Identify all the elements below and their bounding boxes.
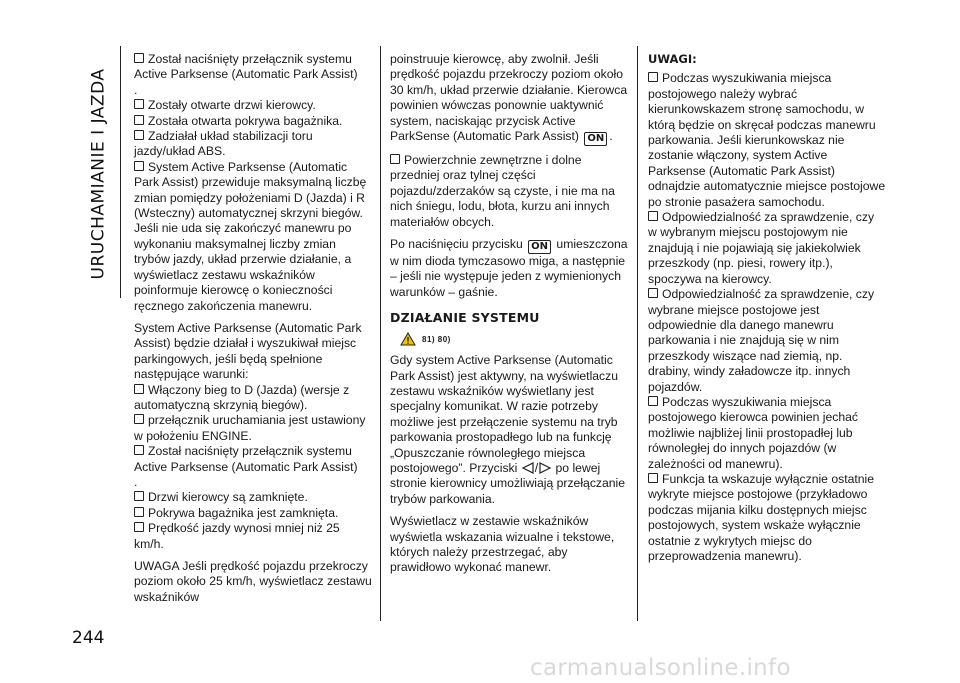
checkbox-icon <box>134 491 144 501</box>
paragraph <box>390 237 628 300</box>
checkbox-icon <box>648 72 658 82</box>
arrow-right-icon <box>538 461 552 475</box>
list-item-text: Odpowiedzialność za sprawdzenie, czy wybrane miejsce postojowe jest odpowiednie dla danego manewru parkowania i nie znajdują się w nim przeszkody wiszące nad ziemią, np. drabiny, windy załadowcze itp. innych pojazdów. <box>648 287 875 394</box>
paragraph-text: . <box>609 129 613 144</box>
notes-heading: UWAGI: <box>648 52 697 66</box>
paragraph: System Active Parksense (Automatic Park Assist) będzie działał i wyszukiwał miejsc parkingowych, jeśli będą spełnione następujące warunki: <box>134 320 362 382</box>
list-item <box>134 98 372 113</box>
list-item <box>134 506 372 521</box>
column-divider-1 <box>380 46 381 621</box>
list-item-text: Powierzchnie zewnętrzne i dolne przedniej oraz tylnej części pojazdu/zderzaków są czyste, i nie ma na nich śniegu, lodu, błota, kurzu ani innych materiałów obcych. <box>390 153 615 229</box>
page-number: 244 <box>72 628 105 648</box>
paragraph-text: umieszczona w nim dioda tymczasowo miga, a następnie – jeśli nie występuje jeden z wymienionych warunków – gaśnie. <box>390 237 628 299</box>
list-item <box>134 160 372 314</box>
checkbox-icon <box>134 384 144 394</box>
list-item-text: Został naciśnięty przełącznik systemu Active Parksense (Automatic Park Assist) <box>134 52 358 82</box>
paragraph-text: poinstruuje kierowcę, aby zwolnił. Jeśli prędkość pojazdu przekroczy poziom około 30 km/h, układ przerwie działanie. Kierowca powinien wówczas ponownie uaktywnić system, naciskając przycisk Active ParkSense (Automatic Park Assist) <box>390 52 628 144</box>
list-item <box>648 71 886 210</box>
paragraph-text: Po naciśnięciu przycisku <box>390 237 523 252</box>
list-item <box>134 413 372 444</box>
list-item <box>134 490 372 505</box>
paragraph-text: / <box>534 460 539 475</box>
paragraph-text: po lewej stronie kierownicy umożliwiają przełączanie trybów parkowania. <box>390 460 626 506</box>
paragraph-text: Gdy system Active Parksense (Automatic Park Assist) jest aktywny, na wyświetlaczu zestawu wskaźników wyświetlany jest specjalny komunikat. W razie potrzeby możliwe jest przełączenie systemu na tryb parkowania prostopadłego lub na funkcję „Opuszczanie równoległego miejsca postojowego”. Przyciski <box>390 353 619 475</box>
column-divider-2 <box>637 46 638 621</box>
checkbox-icon <box>134 507 144 517</box>
chapter-title-text: URUCHAMIANIE I JAZDA <box>88 68 108 280</box>
checkbox-icon <box>134 115 144 125</box>
checkbox-icon <box>134 130 144 140</box>
warning-references <box>400 332 628 347</box>
list-item <box>390 153 628 230</box>
list-item <box>134 444 372 490</box>
warning-ref-numbers: 81) 80) <box>422 334 451 344</box>
paragraph <box>390 353 628 507</box>
list-item-text: . <box>134 82 138 97</box>
parksense-button-icon: ON <box>584 132 607 146</box>
checkbox-icon <box>134 445 144 455</box>
checkbox-icon <box>134 99 144 109</box>
list-item-text: Została otwarta pokrywa bagażnika. <box>148 113 343 128</box>
paragraph: Wyświetlacz w zestawie wskaźników wyświetla wskazania wizualne i tekstowe, których należy przestrzegać, aby prawidłowo wykonać manewr. <box>390 514 615 575</box>
column-1 <box>134 52 372 605</box>
list-item <box>134 129 372 160</box>
list-item-text: Zostały otwarte drzwi kierowcy. <box>148 98 316 113</box>
checkbox-icon <box>648 396 658 406</box>
column-2 <box>390 52 628 576</box>
list-item <box>134 114 372 129</box>
list-item <box>134 383 372 414</box>
checkbox-icon <box>134 53 144 63</box>
checkbox-icon <box>648 473 658 483</box>
checkbox-icon <box>390 154 400 164</box>
note-paragraph: UWAGA Jeśli prędkość pojazdu przekroczy poziom około 25 km/h, wyświetlacz zestawu wskaźników <box>134 559 372 604</box>
checkbox-icon <box>648 211 658 221</box>
checkbox-icon <box>648 288 658 298</box>
list-item-text: przełącznik uruchamiania jest ustawiony w położeniu ENGINE. <box>134 413 366 443</box>
list-item <box>648 395 886 472</box>
list-item-text: Prędkość jazdy wynosi mniej niż 25 km/h. <box>134 521 340 551</box>
list-item-text: Odpowiedzialność za sprawdzenie, czy w wybranym miejscu postojowym nie znajdują i nie pojawiają się jakiekolwiek przeszkody (np. piesi, rowery itp.), spoczywa na kierowcy. <box>648 210 875 286</box>
checkbox-icon <box>134 522 144 532</box>
chapter-divider <box>120 46 121 298</box>
watermark: carmanualsonline.info <box>530 655 791 681</box>
arrow-left-icon <box>521 461 535 475</box>
checkbox-icon <box>134 414 144 424</box>
warning-triangle-icon <box>400 332 416 346</box>
list-item-text: Podczas wyszukiwania miejsca postojowego należy wybrać kierunkowskazem stronę samochodu, w którą będzie on skręcał podczas manewru parkowania. Jeśli kierunkowskaz nie zostanie włączony, system Active Parksense (Automatic Park Assist) odnajdzie automatycznie miejsce postojowe po stronie pasażera samochodu. <box>648 71 886 209</box>
list-item <box>648 210 886 287</box>
list-item-text: Zadziałał układ stabilizacji toru jazdy/układ ABS. <box>134 129 313 159</box>
list-item-text: Drzwi kierowcy są zamknięte. <box>148 490 308 505</box>
list-item-text: Funkcja ta wskazuje wyłącznie ostatnie wykryte miejsce postojowe (przykładowo podczas mijania kilku dostępnych miejsc postojowych, system wskaże wyłącznie ostatnie z wykrytych miejsc do przeprowadzenia manewru). <box>648 471 875 563</box>
list-item-text: Został naciśnięty przełącznik systemu Active Parksense (Automatic Park Assist) <box>134 444 358 474</box>
list-item-text: . <box>134 474 138 489</box>
column-3 <box>648 52 886 564</box>
list-item-text: Pokrywa bagażnika jest zamknięta. <box>148 505 339 520</box>
section-heading: DZIAŁANIE SYSTEMU <box>390 310 540 326</box>
list-item <box>648 287 886 395</box>
list-item <box>134 521 372 552</box>
paragraph <box>390 52 628 146</box>
chapter-title <box>84 48 112 300</box>
list-item <box>648 472 886 564</box>
list-item <box>134 52 372 98</box>
parksense-button-icon: ON <box>528 240 551 254</box>
list-item-text: Podczas wyszukiwania miejsca postojowego kierowca powinien jechać możliwie najbliżej linii prostopadłej lub równoległej do innych pojazdów (w zależności od manewru). <box>648 394 859 471</box>
checkbox-icon <box>134 161 144 171</box>
list-item-text: Włączony bieg to D (Jazda) (wersje z automatyczną skrzynią biegów). <box>134 382 350 412</box>
list-item-text: System Active Parksense (Automatic Park Assist) przewiduje maksymalną liczbę zmian pomiędzy położeniami D (Jazda) i R (Wsteczny) automatycznej skrzyni biegów. Jeśli nie uda się zakończyć manewru po wykonaniu maksymalnej liczby zmian trybów jazdy, układ przerwie działanie, a wyświetlacz zestawu wskaźników poinformuje kierowcę o konieczności ręcznego zakończenia manewru. <box>134 159 367 313</box>
